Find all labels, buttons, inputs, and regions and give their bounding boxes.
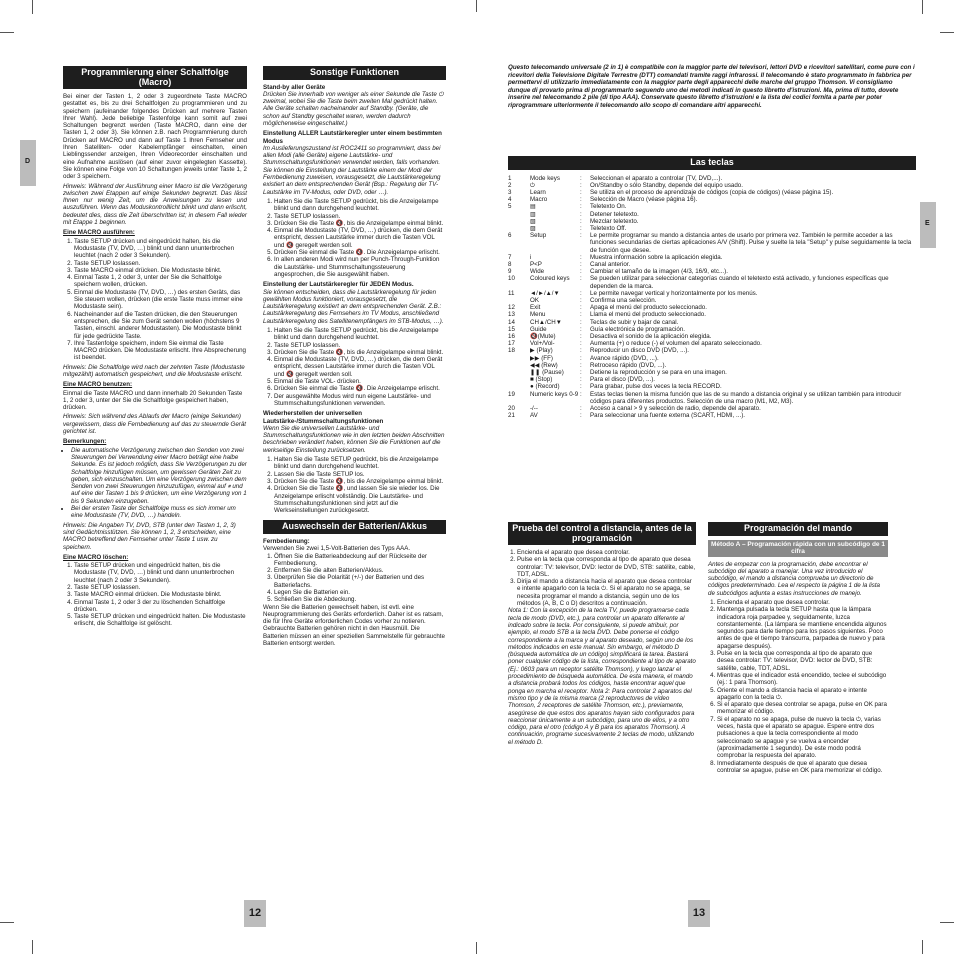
key-number: 5: [508, 203, 512, 211]
list-item: 3. Taste MACRO einmal drücken. Die Modustaste blinkt.: [74, 267, 247, 274]
steps-list: [263, 327, 446, 407]
subheading: Eine MACRO löschen:: [63, 553, 129, 561]
separator: :: [580, 289, 582, 297]
separator: :: [580, 196, 582, 204]
paragraph: Drücken Sie innerhalb von weniger als einer Sekunde die Taste ⏻ zweimal, wobei Sie die Taste beim zweiten Mal gedrückt halten. Alle Geräte schalten nacheinander auf Standby. (Geräte, die schon auf Standby geschaltet waren, werden dadurch möglicherweise eingeschaltet.): [263, 90, 444, 127]
table-row: [508, 326, 916, 333]
key-description: Le permite navegar vertical y horizontalmente por los menús.: [590, 289, 758, 297]
list-item: 5. Taste SETUP drücken und eingedrückt halten. Die Modustaste erlischt, die Schaltfolge ist gelöscht.: [74, 613, 247, 628]
separator: :: [580, 232, 582, 240]
table-row: [508, 319, 916, 326]
list-item: 4. Mientras que el indicador está encendido, teclee el subcódigo (ej.: 1 para Thomson).: [717, 672, 888, 687]
key-description: Desactiva el sonido de la aplicación elegida.: [590, 332, 712, 340]
keys-table: [508, 175, 916, 420]
hint: Hinweis: Die Angaben TV, DVD, STB (unter den Tasten 1, 2, 3) sind Gedächtnisstützen. Sie können 1, 2, 3 entscheiden, eine MACRO betreffend den Fernseher unter Taste 1 usw. zu speichern.: [63, 521, 236, 551]
paragraph: Bei einer der Tasten 1, 2 oder 3 zugeordnete Taste MACRO gestattet es, bis zu drei Schaltfolgen zu programmieren und zu speichern (aufeinander folgendes Drücken auf mehrere Tasten Ihrer Wahl). Jede beliebige Tastenfolge kann somit auf zwei Schaltungen begrenzt werden (Taste MACRO, dann eine der Tasten 1, 2 oder 3). Sie können z.B. nach Programmierung durch Drücken auf MACRO und dann auf Taste 1 Ihren Fernseher und Ihren Satelliten- oder Kabelempfänger einschalten, einen Lieblingssender anzeigen, Ihren Videorecorder einschalten und eine Aufnahme auslösen (auf einer zuvor eingelegten Kassette). Sie können eine Folge von 10 Schaltungen jeweils unter Taste 1, 2 oder 3 speichern.: [63, 93, 247, 181]
list-item: 3. Pulse en la tecla que corresponda al tipo de aparato que desea controlar: TV: televisor, DVD: lector de DVD, STB: satélite, cable, TDT, ADSL.: [717, 650, 888, 672]
key-name: OK: [530, 296, 539, 304]
list-item: 3. Überprüfen Sie die Polarität (+/-) der Batterien und des Batteriefachs.: [274, 574, 446, 589]
list-item: • Die automatische Verzögerung zwischen den Senden von zwei Steuerungen bei Verwendung einer Macro beträgt eine halbe Sekunde. Es ist jedoch möglich, dass Sie Verzögerungen zu der Schaltfolge hinzufügen müssen, um gewissen Geräten Zeit zu geben, sich einzuschalten. Um eine Verzögerung zwischen dem Senden von zwei Steuerungen hinzuzufügen, einmal auf ⏸ und auf eine der Tasten 1 bis 9 drücken, um eine Verzögerung von 1 bis 9 Sekunden einzugeben.: [71, 447, 247, 505]
key-number: [508, 211, 530, 218]
separator: :: [580, 275, 582, 283]
key-description: Cambiar el tamaño de la imagen (4/3, 16/9, etc...).: [590, 268, 728, 276]
key-name: 🔇(Mute): [530, 332, 556, 340]
key-number: 11: [508, 289, 515, 297]
separator: :: [580, 260, 582, 268]
key-name: ● (Record): [530, 383, 560, 391]
separator: :: [580, 383, 582, 391]
list-item: 1. Halten Sie die Taste SETUP gedrückt, bis die Anzeigelampe blinkt und dann durchgehend leuchtet.: [274, 456, 446, 471]
key-number: [508, 218, 530, 225]
key-number: [508, 362, 530, 369]
key-description: Detiene la reproducción y se para en una imagen.: [590, 368, 727, 376]
table-row: [508, 189, 916, 196]
list-item: 4. Einmal Taste 1, 2 oder 3, unter der Sie die Schaltfolge speichern wollen, drücken.: [74, 274, 247, 289]
key-name: ▥: [530, 210, 536, 218]
list-item: 2. Taste SETUP loslassen.: [274, 213, 446, 220]
separator: :: [580, 347, 582, 355]
language-tab-label: E: [925, 220, 930, 227]
table-row: [508, 203, 916, 210]
separator: :: [580, 412, 582, 420]
key-name: Mode keys: [530, 174, 560, 182]
section-header: Programmierung einer Schaltfolge (Macro): [63, 66, 247, 89]
key-name: ◄/►/▲/▼: [530, 289, 560, 297]
key-description: Apaga el menú del producto seleccionado.: [590, 304, 707, 312]
list-item: 7. Si el aparato no se apaga, pulse de nuevo la tecla ⏻, varias veces, hasta que el aparato se apague. Espere entre dos pulsaciones a que la tecla correspondiente al modo seleccionado se apague y se vuelva a encender (aproximadamente 1 segundo). De este modo podrá comprobar la respuesta del aparato.: [717, 716, 888, 760]
separator: :: [580, 304, 582, 312]
key-name: AV: [530, 412, 538, 420]
list-item: 2. Taste SETUP loslassen.: [74, 584, 247, 591]
separator: :: [580, 188, 582, 196]
key-name: P<P: [530, 260, 542, 268]
hint: Hinweis: Sich während des Ablaufs der Macro (einige Sekunden) vergewissern, dass die Fernbedienung auf das zu steuernde Gerät gerichtet ist.: [63, 413, 246, 436]
steps-list: [508, 549, 696, 607]
table-row: [508, 211, 916, 218]
key-description: Seleccionan el aparato a controlar (TV, DVD,...).: [590, 174, 723, 182]
table-row: [508, 297, 916, 304]
key-description: Detener teletexto.: [590, 210, 639, 218]
list-item: 1. Öffnen Sie die Batterieabdeckung auf der Rückseite der Fernbedienung.: [274, 553, 446, 568]
language-tab-left: [20, 140, 36, 186]
list-item: 1. Encienda el aparato que desea controlar.: [517, 549, 696, 556]
table-row: [508, 218, 916, 225]
key-description: Acceso a canal > 9 y selección de radio, depende del aparato.: [590, 405, 761, 412]
list-item: 5. Drücken Sie einmal die Taste 🔇. Die Anzeigelampe erlischt.: [274, 249, 446, 256]
separator: :: [580, 268, 582, 276]
column-test: [508, 522, 696, 748]
key-number: 19: [508, 390, 515, 398]
table-row: [508, 225, 916, 232]
separator: :: [580, 368, 582, 376]
table-row: [508, 254, 916, 261]
key-description: Confirma una selección.: [590, 296, 657, 304]
crop-mark: [32, 0, 33, 14]
key-description: Muestra información sobre la aplicación elegida.: [590, 253, 723, 261]
page-number-right: 13: [688, 900, 710, 927]
key-description: Teletexto On.: [590, 203, 627, 211]
key-number: 21: [508, 412, 515, 420]
separator: :: [580, 361, 582, 369]
subheading: Einstellung der Lautstärkeregler für JEDEN Modus.: [263, 281, 414, 289]
key-number: 7: [508, 253, 512, 261]
list-item: 1. Halten Sie die Taste SETUP gedrückt, bis die Anzeigelampe blinkt und dann durchgehend leuchtet.: [274, 327, 446, 342]
key-number: 12: [508, 304, 515, 312]
key-name: Setup: [530, 232, 547, 240]
key-name: ▶ (Play): [530, 347, 553, 355]
paragraph: Questo telecomando universale (2 in 1) è compatibile con la maggior parte dei televisori, lettori DVD e ricevitori satellitari, come pure con i ricevitori della Televisione Digitale Terrestre (DTT) comandati tramite raggi infrarossi. Il telecomando è stato programmato in fabbrica per permettervi di utilizzarlo immediatamente con la maggior parte degli apparecchi delle marche del gruppo Thomson. Vi consigliamo dunque di provarlo prima di programmarlo seguendo uno dei metodi indicati in questo libretto d'istruzioni. Ma, prima di tutto, dovete inserire nel telecomando 2 pile (di tipo AAA). Conservate questo libretto d'istruzioni e la lista dei codici fornita a parte per poter riprogrammare ulteriormente il telecomando allo scopo di comandare altri apparecchi.: [508, 64, 915, 109]
separator: :: [580, 181, 582, 189]
key-name: -/--: [530, 405, 538, 412]
key-description: Aumenta (+) o reduce (-) el volumen del aparato seleccionado.: [590, 340, 762, 348]
crop-mark: [940, 32, 954, 33]
separator: :: [580, 325, 582, 333]
intro-block: [508, 64, 916, 112]
key-number: [508, 376, 530, 383]
separator: :: [580, 390, 582, 398]
list-item: 5. Schließen Sie die Abdeckung.: [274, 596, 446, 603]
crop-mark: [922, 940, 923, 954]
subheading: Eine MACRO benutzen:: [63, 381, 133, 389]
key-name: i: [530, 253, 532, 261]
list-item: 6. Nacheinander auf die Tasten drücken, die den Steuerungen entsprechen, die Sie zum Gerät senden wollen (höchstens 9 Tasten, einschl. anderer Modustasten). Die Modustaste blinkt für jede gedrückte Taste.: [74, 311, 247, 340]
steps-list: [263, 553, 446, 604]
table-row: [508, 311, 916, 318]
subheading: Eine MACRO ausführen:: [63, 229, 135, 237]
list-item: 6. Si el aparato que desea controlar se apaga, pulse en OK para memorizar el código.: [717, 701, 888, 716]
list-item: 2. Taste SETUP loslassen.: [274, 342, 446, 349]
key-name: ■ (Stop): [530, 376, 553, 384]
key-number: 9: [508, 268, 512, 276]
key-description: Se pueden utilizar para seleccionar categorías cuando el teletexto está activado, y funciones específicas que dependen de la marca.: [590, 275, 889, 290]
key-name: Menu: [530, 311, 546, 319]
key-name: Guide: [530, 325, 547, 333]
key-description: Mezclar teletexto.: [590, 217, 639, 225]
list-item: 4. Einmal die Modustaste (TV, DVD, …) drücken, die dem Gerät entspricht, dessen Lautstärke immer durch die Tasten VOL und 🔇 geregelt werden soll.: [274, 356, 446, 378]
list-item: 3. Dirija el mando a distancia hacia el aparato que desea controlar e intente apagarlo con la tecla ⏻. Si el aparato no se apaga, se necesita programar el mando a distancia, según uno de los métodos (A, B, C o D) descritos a continuación.: [517, 578, 696, 607]
section-header: Las teclas: [508, 156, 916, 170]
key-name: CH▲/CH▼: [530, 318, 562, 326]
separator: :: [580, 340, 582, 348]
key-number: 18: [508, 347, 515, 355]
remarks-list: [63, 447, 247, 520]
key-name: Vol+/Vol-: [530, 340, 555, 348]
hint: Hinweis: Die Schaltfolge wird nach der zehnten Taste (Modustaste mitgezählt) automatisch gespeichert, und die Modustaste erlischt.: [63, 363, 245, 378]
key-name: ▤: [530, 203, 536, 211]
key-name: ▧: [530, 217, 536, 225]
key-name: ▨: [530, 224, 536, 232]
table-row: [508, 383, 916, 390]
table-row: [508, 304, 916, 311]
notes: Nota 1: Con la excepción de la tecla TV, puede programarse cada tecla de modo (DVD, etc.), para controlar un aparato diferente al indicado sobre la tecla. Por consiguiente, si puede atribuir, por ejemplo, el modo STB a la tecla DVD. Debe ponerse el código correspondiente a la marca y al aparato deseado, según uno de los métodos indicados en este manual. Sin embargo, el método D (búsqueda automática de un código) simplificará la tarea. Bastará poner cualquier código de la lista, correspondiente al tipo de aparato (Ej.: 0603 para un receptor satélite Thomson), y luego lanzar el procedimiento de búsqueda automática. De esta manera, el mando a distancia probará todos los códigos, hasta encontrar aquel que ponga en marcha el receptor. Nota 2: Para controlar 2 aparatos del mismo tipo y de la misma marca (2 reproductores de vídeo Thomson, 2 receptores de satélite Thomson, etc.), previamente, asegúrese de que estos dos aparatos hayan sido configurados para reaccionar únicamente a un subcódigo, para uno de ellos, y a otro código, para el otro (código A y B para los aparatos Thomson). A continuación, programe sucesivamente 2 teclas de modo, utilizando el método D.: [508, 607, 696, 746]
key-number: 1: [508, 174, 512, 182]
list-item: 3. Taste MACRO einmal drücken. Die Modustaste blinkt.: [74, 591, 247, 598]
key-number: [508, 225, 530, 232]
list-item: 7. Ihre Tastenfolge speichern, indem Sie einmal die Taste MACRO drücken. Die Modustaste erlischt. Ihre Absprecherung ist beendet.: [74, 340, 247, 362]
separator: :: [580, 210, 582, 218]
language-tab-label: D: [25, 158, 31, 165]
key-number: [508, 355, 530, 362]
key-description: Teletexto Off.: [590, 224, 627, 232]
list-item: 1. Taste SETUP drücken und eingedrückt halten, bis die Modustaste (TV, DVD, …) blinkt und dann ununterbrochen leuchtet (nach 2 oder 3 Sekunden).: [74, 238, 247, 260]
key-description: Estas teclas tienen la misma función que las de su mando a distancia original y se utilizan también para introducir códigos para diferentes productos. Selección de una macro (M1, M2, M3).: [590, 390, 902, 405]
separator: :: [580, 296, 582, 304]
separator: :: [580, 405, 582, 412]
separator: :: [580, 354, 582, 362]
subheading: Stand-by aller Geräte: [263, 83, 326, 91]
separator: :: [580, 217, 582, 225]
list-item: 2. Entfernen Sie die alten Batterien/Akkus.: [274, 567, 446, 574]
table-row: [508, 405, 916, 412]
table-row: [508, 182, 916, 189]
crop-mark: [0, 32, 14, 33]
key-number: [508, 297, 530, 304]
paragraph: Wenn Sie die universellen Lautstärke- und Stummschaltungsfunktionen wie in den letzten beiden Abschnitten beschrieben verändert haben, können Sie die Funktionen auf die werkseitige Einstellung zurücksetzen.: [263, 424, 445, 454]
crop-mark: [940, 922, 954, 923]
crop-mark: [476, 0, 477, 12]
table-row: [508, 275, 916, 289]
column-macro: [63, 66, 247, 628]
key-description: Para el disco (DVD, ...).: [590, 376, 655, 384]
list-item: 4. Einmal Taste 1, 2 oder 3 der zu löschenden Schaltfolge drücken.: [74, 599, 247, 614]
crop-mark: [476, 942, 477, 954]
key-description: Se utiliza en el proceso de aprendizaje de códigos (copia de códigos) (véase página 15).: [590, 188, 834, 196]
steps-list: [708, 599, 888, 774]
key-name: Macro: [530, 196, 548, 204]
crop-mark: [32, 940, 33, 954]
list-item: • Bei der ersten Taste der Schaltfolge muss es sich immer um eine Modustaste (TV, DVD, …) handeln.: [71, 505, 247, 520]
section-header: Prueba del control a distancia, antes de la programación: [508, 522, 696, 545]
key-number: 10: [508, 275, 515, 283]
key-number: 16: [508, 332, 515, 340]
steps-list: [263, 198, 446, 278]
list-item: 5. Einmal die Taste VOL- drücken.: [274, 378, 446, 385]
key-number: 3: [508, 188, 512, 196]
list-item: 3. Drücken Sie die Taste 🔇, bis die Anzeigelampe einmal blinkt.: [274, 478, 446, 485]
table-row: [508, 412, 916, 419]
column-other-functions: [263, 66, 446, 649]
key-name: Wide: [530, 268, 545, 276]
separator: :: [580, 332, 582, 340]
key-name: ▶▶ (FF): [530, 354, 553, 362]
key-number: [508, 369, 530, 376]
list-item: 5. Einmal die Modustaste (TV, DVD, …) des ersten Geräts, das Sie steuern wollen, drücken (die erste Taste muss immer eine Modustaste sein).: [74, 289, 247, 311]
method-header: Método A – Programación rápida con un subcódigo de 1 cifra: [708, 540, 888, 557]
section-header: Programación del mando: [708, 522, 888, 536]
list-item: 2. Pulse en la tecla que corresponda al tipo de aparato que desea controlar: TV: televisor, DVD: lector de DVD, STB: satélite, cable, TDT, ADSL.: [517, 556, 696, 578]
section-header: Auswechseln der Batterien/Akkus: [263, 520, 446, 534]
list-item: 1. Taste SETUP drücken und eingedrückt halten, bis die Modustaste (TV, DVD, …) blinkt und dann ununterbrochen leuchtet (nach 2 oder 3 Sekunden).: [74, 562, 247, 584]
key-description: Canal anterior.: [590, 260, 631, 268]
list-item: 4. Drücken Sie die Taste 🔇, und lassen Sie sie wieder los. Die Anzeigelampe erlischt vollständig. Die Lautstärke- und Stummschaltungsfunktionen sind jetzt auf die Werkseinstellungen zurückgesetzt.: [274, 485, 446, 514]
key-description: Selección de Macro (véase página 16).: [590, 196, 698, 204]
page-number-left: 12: [244, 900, 266, 927]
column-programming: [708, 522, 888, 774]
key-description: Llama el menú del producto seleccionado.: [590, 311, 706, 319]
subheading: Wiederherstellen der universellen Lautstärke-/Stummschaltungsfunktionen: [263, 410, 384, 425]
table-row: [508, 196, 916, 203]
list-item: 4. Einmal die Modustaste (TV, DVD, …) drücken, die dem Gerät entspricht, dessen Lautstärke immer durch die Tasten VOL und 🔇 geregelt werden soll.: [274, 227, 446, 249]
key-description: On/Standby o sólo Standby, depende del equipo usado.: [590, 181, 743, 189]
separator: :: [580, 203, 582, 211]
table-row: [508, 376, 916, 383]
paragraph: Verwenden Sie zwei 1,5-Volt-Batterien des Typs AAA.: [263, 545, 411, 553]
list-item: 2. Lassen Sie die Taste SETUP los.: [274, 471, 446, 478]
key-name: Coloured keys: [530, 275, 570, 283]
list-item: 6. Drücken Sie einmal die Taste 🔇. Die Anzeigelampe erlischt.: [274, 385, 446, 392]
table-row: [508, 268, 916, 275]
key-name: Learn: [530, 188, 546, 196]
separator: :: [580, 311, 582, 319]
key-name: Exit: [530, 304, 541, 312]
table-row: [508, 347, 916, 354]
table-row: [508, 340, 916, 347]
table-row: [508, 232, 916, 254]
key-name: ⏻: [530, 181, 535, 189]
list-item: 6. In allen anderen Modi wird nun per Punch-Through-Funktion die Lautstärke- und Stummschaltungssteuerung angesprochen, die Sie ausgewählt haben.: [274, 256, 446, 278]
key-description: Para seleccionar una fuente externa (SCART, HDMI, ...).: [590, 412, 745, 420]
separator: :: [580, 376, 582, 384]
key-number: 8: [508, 260, 512, 268]
steps-list: [63, 562, 247, 628]
key-name: ◀◀ (Rew): [530, 361, 558, 369]
separator: :: [580, 253, 582, 261]
subheading: Bemerkungen:: [63, 438, 107, 446]
paragraph: Sie können entscheiden, dass die Lautstärkeregelung für jeden gewählten Modus funktioniert, vorausgesetzt, die Lautstärkeregelung existiert an dem entsprechenden Gerät. Z.B.: Lautstärkeregelung des Fernsehers im TV Modus, anschließend Lautstärkeregelung des Satellitenempfängers im STB-Modus, …).: [263, 288, 444, 325]
steps-list: [63, 238, 247, 362]
keys-block: [508, 156, 916, 419]
key-number: 17: [508, 340, 515, 348]
key-description: Retroceso rápido (DVD, ...).: [590, 361, 667, 369]
table-row: [508, 362, 916, 369]
section-header: Sonstige Funktionen: [263, 66, 446, 80]
paragraph: Antes de empezar con la programación, debe encontrar el subcódigo del aparato a manejar. Una vez introducido el subcódigo, el mando a distancia comprueba un directorio de códigos predeterminado. Lea el respecto la página 1 de la lista de subcódigos adjunta a estas instrucciones de manejo.: [708, 560, 880, 597]
key-name: ❚❚ (Pause): [530, 368, 564, 376]
key-number: 13: [508, 311, 515, 319]
list-item: 4. Legen Sie die Batterien ein.: [274, 589, 446, 596]
table-row: [508, 369, 916, 376]
list-item: 2. Mantenga pulsada la tecla SETUP hasta que la lámpara indicadora roja parpadee y, seguidamente, luzca constantemente. (La lámpara se mantiene encendida algunos segundos para darle tiempo para los pasos siguientes. Poco antes de que el tiempo transcurra, parpadea de nuevo y para apagarse después).: [717, 606, 888, 650]
list-item: 3. Drücken Sie die Taste 🔇, bis die Anzeigelampe einmal blinkt.: [274, 349, 446, 356]
paragraph: Einmal die Taste MACRO und dann innerhalb 20 Sekunden Taste 1, 2 oder 3, unter der Sie die Schaltfolge gespeichert haben, drücken.: [63, 389, 243, 412]
key-number: 15: [508, 325, 515, 333]
list-item: 3. Drücken Sie die Taste 🔇, bis die Anzeigelampe einmal blinkt.: [274, 220, 446, 227]
list-item: 8. Inmediatamente después de que el aparato que desea controlar se apague, pulse en OK para memorizar el código.: [717, 760, 888, 775]
table-row: [508, 261, 916, 268]
table-row: [508, 175, 916, 182]
key-number: 2: [508, 181, 512, 189]
table-row: [508, 355, 916, 362]
key-description: Avance rápido (DVD, ...).: [590, 354, 659, 362]
steps-list: [263, 456, 446, 514]
key-description: Teclas de subir y bajar de canal.: [590, 318, 679, 326]
list-item: 1. Halten Sie die Taste SETUP gedrückt, bis die Anzeigelampe blinkt und dann durchgehend leuchtet.: [274, 198, 446, 213]
key-name: Numeric keys 0-9: [530, 390, 579, 398]
key-number: 6: [508, 232, 512, 240]
key-number: 14: [508, 318, 515, 326]
crop-mark: [0, 922, 14, 923]
key-description: Reproducir un disco DVD (DVD, ...).: [590, 347, 690, 355]
list-item: 7. Der ausgewählte Modus wird nun eigene Lautstärke- und Stummschaltungsfunktionen verwenden.: [274, 393, 446, 408]
key-number: 20: [508, 405, 515, 412]
list-item: 1. Encienda el aparato que desea controlar.: [717, 599, 888, 606]
separator: :: [580, 318, 582, 326]
table-row: [508, 391, 916, 405]
key-description: Le permite programar su mando a distancia antes de usarlo por primera vez. También le permite acceder a las funciones secundarias de ciertas aplicaciones A/V (Shift). Pulse y suelte la tela "Setup" y pulse seguidamente la tecla de función que desee.: [590, 232, 912, 254]
list-item: 5. Oriente el mando a distancia hacia el aparato e intente apagarlo con la tecla ⏻.: [717, 687, 888, 702]
subheading: Einstellung ALLER Lautstärkeregler unter einem bestimmten Modus: [263, 130, 442, 145]
key-description: Para grabar, pulse dos veces la tecla RECORD.: [590, 383, 722, 391]
table-row: [508, 290, 916, 297]
subheading: Fernbedienung:: [263, 537, 310, 545]
crop-mark: [922, 0, 923, 14]
separator: :: [580, 174, 582, 182]
table-row: [508, 333, 916, 340]
key-description: Guía electrónica de programación.: [590, 325, 685, 333]
paragraph: Im Auslieferungszustand ist ROC2411 so programmiert, dass bei allen Modi (alle Geräte) eigene Lautstärke- und Stummschaltungsfunktionen verwendet werden, falls vorhanden. Sie können die Einstellung der Lautstärke einem der Modi der Fernbedienung zuweisen, vorausgesetzt, die Lautstärkeregelung existiert an dem entsprechenden Gerät (Bsp.: Regelung der TV-Lautstärke im TV-Modus, oder DVD, oder …).: [263, 144, 441, 196]
list-item: 2. Taste SETUP loslassen.: [74, 260, 247, 267]
hint: Hinweis: Während der Ausführung einer Macro ist die Verzögerung zwischen zwei Etappen auf einige Sekunden begrenzt. Das lässt Ihnen nur wenig Zeit, um die Anweisungen zu lesen und auszuführen. Wenn das Moduskontrolllicht blinkt und dann erlischt, bedeutet dies, dass die Zeit überschritten ist; in diesem Fall wieder mit Etappe 1 beginnen.: [63, 182, 247, 227]
language-tab-right: [920, 202, 936, 248]
key-number: [508, 383, 530, 390]
separator: :: [580, 224, 582, 232]
paragraph: Wenn Sie die Batterien gewechselt haben, ist evtl. eine Neuprogrammierung des Geräts erforderlich. Daher ist es ratsam, die für Ihre Geräte erforderlichen Codes vorher zu notieren. Gebrauchte Batterien gehören nicht in den Hausmüll. Die Batterien müssen an einer speziellen Sammelstelle für gebrauchte Batterien entsorgt werden.: [263, 603, 445, 648]
key-number: 4: [508, 196, 512, 204]
